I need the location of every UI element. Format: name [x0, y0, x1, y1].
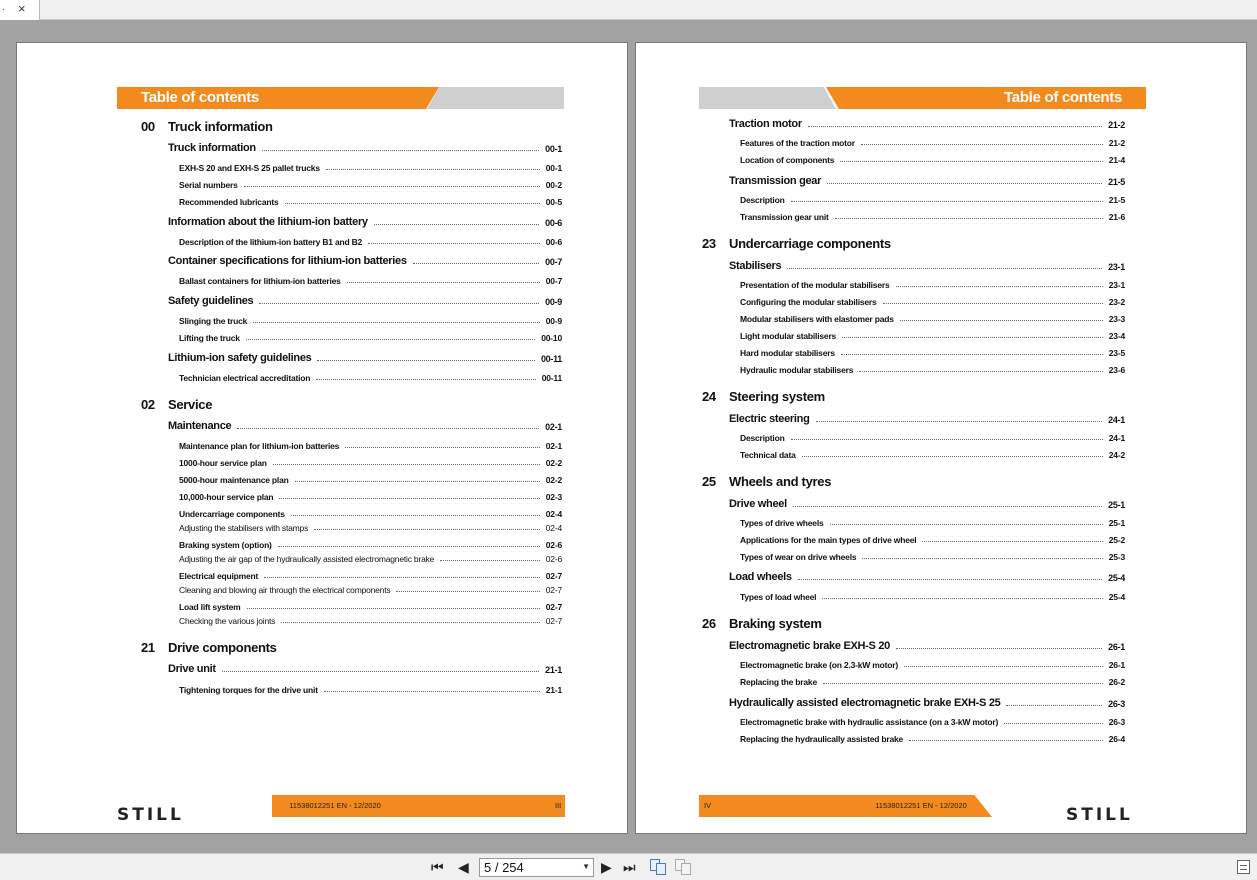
last-page-icon[interactable]: ⏭: [623, 859, 636, 875]
toc-entry[interactable]: 1000-hour service plan 02-2: [179, 458, 562, 468]
toc-entry[interactable]: 10,000-hour service plan 02-3: [179, 492, 562, 502]
toc-entry[interactable]: Hydraulically assisted electromagnetic brake EXH-S 25 26-3: [729, 697, 1125, 709]
toc-entry[interactable]: Lithium-ion safety guidelines 00-11: [168, 352, 562, 364]
toc-entry[interactable]: Slinging the truck 00-9: [179, 316, 562, 326]
page-iv: [635, 42, 1247, 834]
toc-entry[interactable]: Maintenance 02-1: [168, 420, 562, 432]
toc-entry[interactable]: Tightening torques for the drive unit 21-1: [179, 685, 562, 695]
toc-entry[interactable]: Electromagnetic brake with hydraulic assistance (on a 3-kW motor) 26-3: [740, 717, 1125, 727]
side-panel-icon[interactable]: [1237, 860, 1250, 874]
page-number-value: 5 / 254: [484, 860, 524, 875]
toc-entry[interactable]: Ballast containers for lithium-ion batteries 00-7: [179, 276, 562, 286]
toc-entry[interactable]: Location of components 21-4: [740, 155, 1125, 165]
toc-entry[interactable]: Container specifications for lithium-ion batteries 00-7: [168, 255, 562, 267]
toc-entry[interactable]: Electrical equipment 02-7: [179, 571, 562, 581]
toc-entry[interactable]: Safety guidelines 00-9: [168, 295, 562, 307]
toc-entry[interactable]: Checking the various joints 02-7: [179, 616, 562, 626]
toc-entry[interactable]: Electromagnetic brake EXH-S 20 26-1: [729, 640, 1125, 652]
toc-section[interactable]: 24 Steering system: [702, 389, 825, 404]
toc-entry[interactable]: Applications for the main types of drive wheel 25-2: [740, 535, 1125, 545]
footer-doc-code: 11538012251 EN - 12/2020: [289, 801, 381, 810]
tab-strip: [0, 0, 1257, 20]
document-tab[interactable]: [0, 0, 40, 20]
toc-section[interactable]: 02 Service: [141, 397, 213, 412]
toc-entry[interactable]: Stabilisers 23-1: [729, 260, 1125, 272]
toc-entry[interactable]: Cleaning and blowing air through the electrical components 02-7: [179, 585, 562, 595]
page-number-field[interactable]: [479, 858, 594, 877]
toc-entry[interactable]: Transmission gear unit 21-6: [740, 212, 1125, 222]
toc-entry[interactable]: Transmission gear 21-5: [729, 175, 1125, 187]
toc-section[interactable]: 21 Drive components: [141, 640, 277, 655]
toc-section[interactable]: 00 Truck information: [141, 119, 273, 134]
toc-entry[interactable]: Adjusting the air gap of the hydraulically assisted electromagnetic brake 02-6: [179, 554, 562, 564]
toc-entry[interactable]: Traction motor 21-2: [729, 118, 1125, 130]
toc-entry[interactable]: Light modular stabilisers 23-4: [740, 331, 1125, 341]
page-footer: [636, 795, 1248, 817]
first-page-icon[interactable]: ⏮: [431, 859, 444, 875]
header-title: Table of contents: [141, 89, 259, 106]
footer-page-number: III: [555, 801, 562, 810]
toc-entry[interactable]: Modular stabilisers with elastomer pads 23-3: [740, 314, 1125, 324]
toc-entry[interactable]: Load lift system 02-7: [179, 602, 562, 612]
tab-label: .: [2, 2, 5, 13]
toc-entry[interactable]: Serial numbers 00-2: [179, 180, 562, 190]
toc-entry[interactable]: Hydraulic modular stabilisers 23-6: [740, 365, 1125, 375]
toc-section[interactable]: 26 Braking system: [702, 616, 822, 631]
navigation-toolbar: [0, 853, 1257, 880]
page-footer: [17, 795, 629, 817]
toc-entry[interactable]: Undercarriage components 02-4: [179, 509, 562, 519]
footer-page-number: IV: [704, 801, 712, 810]
toc-entry[interactable]: Features of the traction motor 21-2: [740, 138, 1125, 148]
toc-entry[interactable]: Replacing the hydraulically assisted brake 26-4: [740, 734, 1125, 744]
toc-entry[interactable]: Description of the lithium-ion battery B1 and B2 00-6: [179, 237, 562, 247]
chevron-down-icon[interactable]: ▼: [582, 862, 590, 871]
toc-entry[interactable]: Drive unit 21-1: [168, 663, 562, 675]
toc-entry[interactable]: Drive wheel 25-1: [729, 498, 1125, 510]
toc-entry[interactable]: Information about the lithium-ion battery 00-6: [168, 216, 562, 228]
toc-section[interactable]: 25 Wheels and tyres: [702, 474, 832, 489]
toc-entry[interactable]: Technician electrical accreditation 00-11: [179, 373, 562, 383]
continuous-view-icon[interactable]: [675, 859, 693, 875]
still-logo: STILL: [1066, 805, 1133, 825]
toc-entry[interactable]: Types of wear on drive wheels 25-3: [740, 552, 1125, 562]
document-viewer[interactable]: [0, 20, 1257, 853]
toc-entry[interactable]: Maintenance plan for lithium-ion batteries 02-1: [179, 441, 562, 451]
toc-entry[interactable]: Description 24-1: [740, 433, 1125, 443]
toc-entry[interactable]: Replacing the brake 26-2: [740, 677, 1125, 687]
still-logo: STILL: [117, 805, 184, 825]
toc-entry[interactable]: Load wheels 25-4: [729, 571, 1125, 583]
toc-entry[interactable]: Electric steering 24-1: [729, 413, 1125, 425]
toc-left: [17, 43, 627, 833]
toc-entry[interactable]: Presentation of the modular stabilisers 23-1: [740, 280, 1125, 290]
toc-entry[interactable]: Lifting the truck 00-10: [179, 333, 562, 343]
toc-entry[interactable]: Hard modular stabilisers 23-5: [740, 348, 1125, 358]
toc-entry[interactable]: Description 21-5: [740, 195, 1125, 205]
header-title: Table of contents: [1004, 89, 1122, 106]
two-page-view-icon[interactable]: [650, 859, 668, 875]
toc-entry[interactable]: Recommended lubricants 00-5: [179, 197, 562, 207]
prev-page-icon[interactable]: ◀: [458, 859, 469, 875]
toc-entry[interactable]: EXH-S 20 and EXH-S 25 pallet trucks 00-1: [179, 163, 562, 173]
toc-entry[interactable]: Technical data 24-2: [740, 450, 1125, 460]
toc-right: [636, 43, 1246, 833]
toc-entry[interactable]: Electromagnetic brake (on 2.3-kW motor) 26-1: [740, 660, 1125, 670]
toc-entry[interactable]: Types of load wheel 25-4: [740, 592, 1125, 602]
toc-entry[interactable]: Types of drive wheels 25-1: [740, 518, 1125, 528]
page-iii: [16, 42, 628, 834]
toc-section[interactable]: 23 Undercarriage components: [702, 236, 891, 251]
toc-entry[interactable]: Configuring the modular stabilisers 23-2: [740, 297, 1125, 307]
footer-doc-code: 11538012251 EN - 12/2020: [875, 801, 967, 810]
toc-entry[interactable]: 5000-hour maintenance plan 02-2: [179, 475, 562, 485]
toc-entry[interactable]: Braking system (option) 02-6: [179, 540, 562, 550]
toc-entry[interactable]: Truck information 00-1: [168, 142, 562, 154]
next-page-icon[interactable]: ▶: [601, 859, 612, 875]
toc-entry[interactable]: Adjusting the stabilisers with stamps 02-4: [179, 523, 562, 533]
close-tab-icon[interactable]: ×: [18, 1, 26, 16]
